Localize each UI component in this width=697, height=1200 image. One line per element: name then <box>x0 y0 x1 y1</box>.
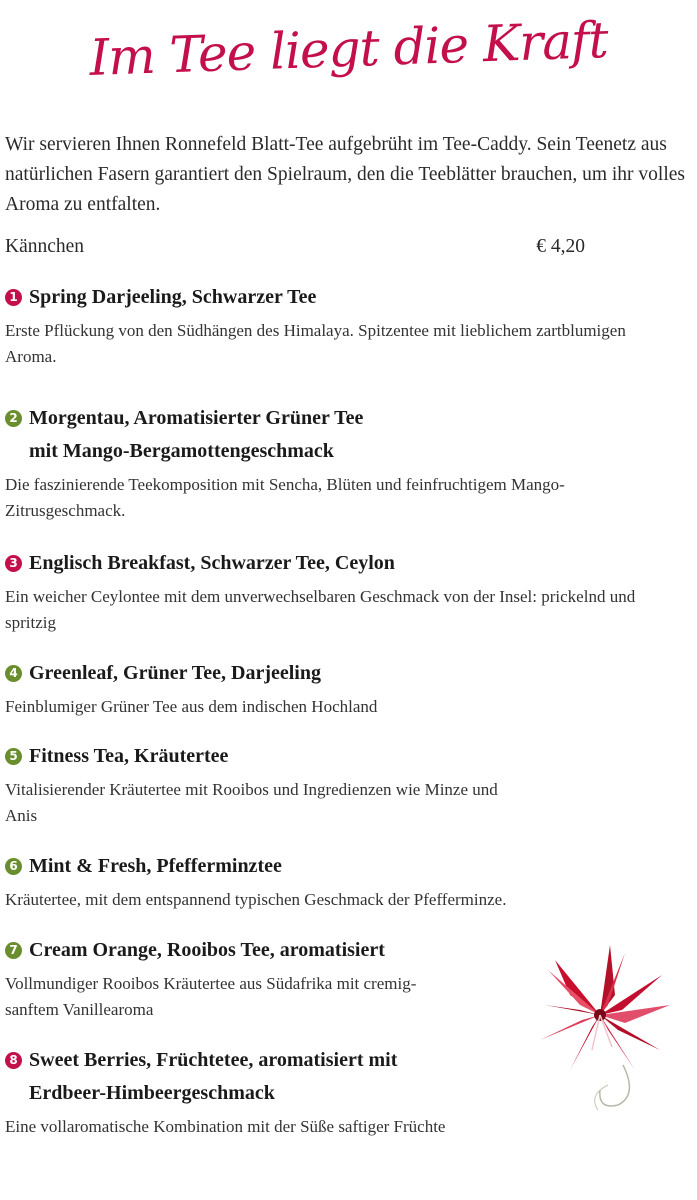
item-title <box>5 403 685 466</box>
item-number-badge: 1 <box>5 289 22 306</box>
item-number-badge: 3 <box>5 555 22 572</box>
item-number-badge: 5 <box>5 748 22 765</box>
item-title-text: Cream Orange, Rooibos Tee, aromatisiert <box>29 939 385 961</box>
item-title-text: Fitness Tea, Kräutertee <box>29 745 229 767</box>
item-number-badge: 4 <box>5 665 22 682</box>
item-number-badge: 8 <box>5 1052 22 1069</box>
menu-item <box>5 548 685 636</box>
menu-item <box>5 741 685 829</box>
item-description: Ein weicher Ceylontee mit dem unverwechselbaren Geschmack von der Insel: prickelnd und spritzig <box>5 587 636 632</box>
item-title <box>5 658 685 688</box>
item-description: Vollmundiger Rooibos Kräutertee aus Südafrika mit cremig-sanftem Vanillearoma <box>5 974 417 1019</box>
item-title-text-line2: Erdbeer-Himbeergeschmack <box>29 1082 275 1104</box>
item-title <box>5 851 685 881</box>
item-description: Vitalisierender Kräutertee mit Rooibos und Ingredienzen wie Minze und Anis <box>5 780 498 825</box>
intro-text: Wir servieren Ihnen Ronnefeld Blatt-Tee aufgebrüht im Tee-Caddy. Sein Teenetz aus natürlichen Fasern garantiert den Spielraum, den die Teeblätter brauchen, um ihr volles Aroma zu entfalten. <box>5 134 685 215</box>
price-value: € 4,20 <box>536 236 585 257</box>
item-title <box>5 282 685 312</box>
item-title <box>5 548 685 578</box>
item-title-text: Spring Darjeeling, Schwarzer Tee <box>29 286 317 308</box>
item-title-text: Sweet Berries, Früchtetee, aromatisiert mit <box>29 1049 398 1071</box>
menu-item <box>5 851 685 913</box>
item-description: Kräutertee, mit dem entspannend typischen Geschmack der Pfefferminze. <box>5 890 507 909</box>
item-number-badge: 2 <box>5 410 22 427</box>
item-number-badge: 7 <box>5 942 22 959</box>
item-title-text: Englisch Breakfast, Schwarzer Tee, Ceylon <box>29 552 395 574</box>
flower-illustration <box>528 945 678 1115</box>
item-description: Die faszinierende Teekomposition mit Sencha, Blüten und feinfruchtigem Mango-Zitrusgeschmack. <box>5 475 565 520</box>
item-description: Erste Pflückung von den Südhängen des Himalaya. Spitzentee mit lieblichem zartblumigen Aroma. <box>5 321 626 366</box>
price-row <box>5 236 585 264</box>
item-title-text: Mint & Fresh, Pfefferminztee <box>29 855 282 877</box>
menu-item <box>5 658 685 720</box>
item-number-badge: 6 <box>5 858 22 875</box>
price-label: Kännchen <box>5 236 85 257</box>
item-title-text: Morgentau, Aromatisierter Grüner Tee <box>29 407 364 429</box>
item-description: Eine vollaromatische Kombination mit der Süße saftiger Früchte <box>5 1117 446 1136</box>
menu-item <box>5 282 685 370</box>
item-title-text: Greenleaf, Grüner Tee, Darjeeling <box>29 662 321 684</box>
item-description: Feinblumiger Grüner Tee aus dem indischen Hochland <box>5 697 378 716</box>
item-title-text-line2: mit Mango-Bergamottengeschmack <box>29 440 334 462</box>
menu-item <box>5 403 685 524</box>
page-title: Im Tee liegt die Kraft <box>88 10 609 88</box>
item-title <box>5 741 685 771</box>
